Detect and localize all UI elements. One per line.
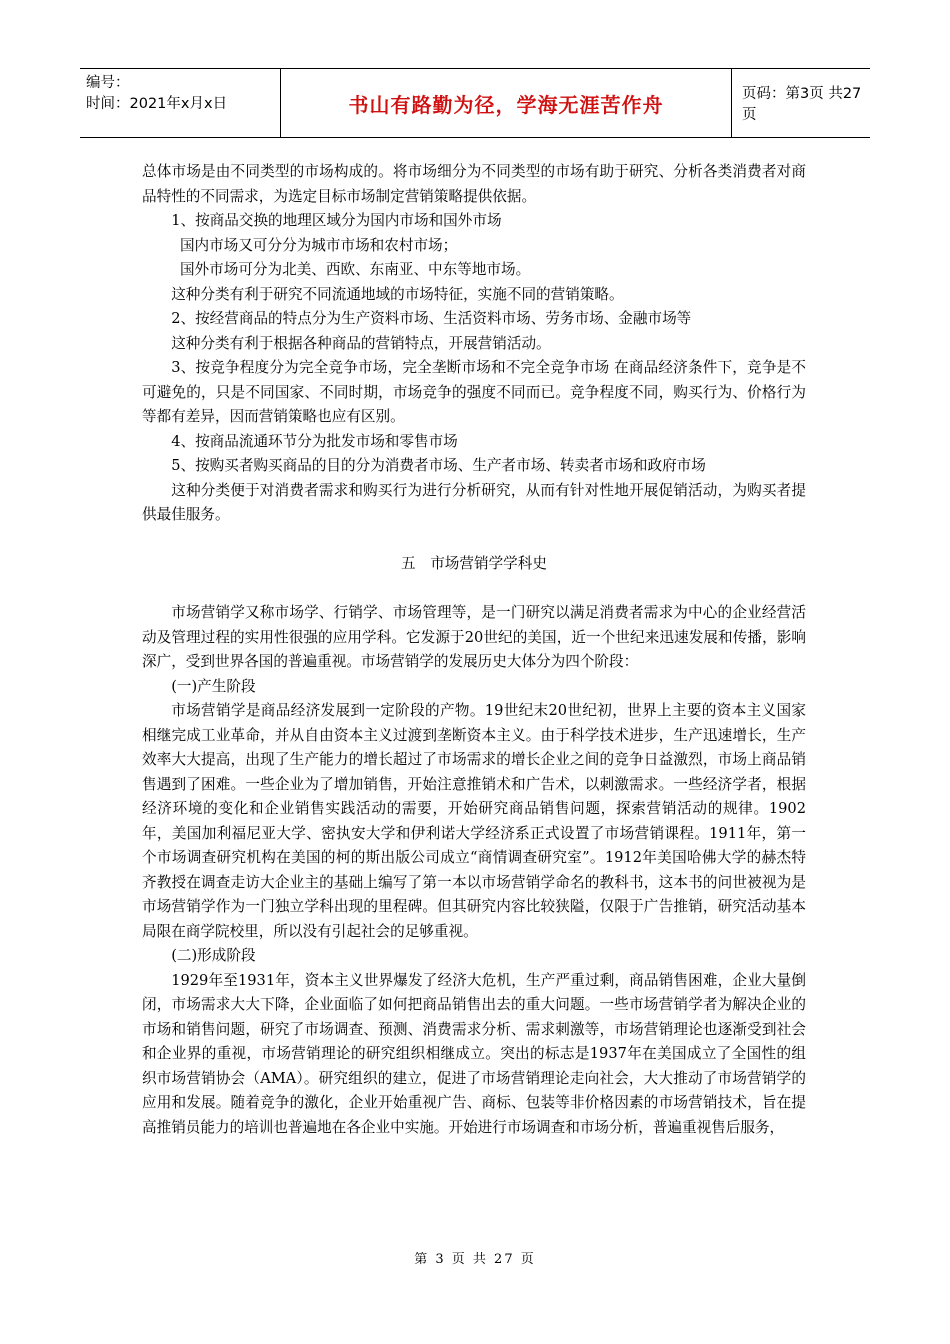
- document-number-label: 编号：: [86, 75, 130, 91]
- paragraph: 市场营销学又称市场学、行销学、市场管理等，是一门研究以满足消费者需求为中心的企业经营活动及管理过程的实用性很强的应用学科。它发源于20世纪的美国，近一个世纪来迅速发展和传播，影响深广，受到世界各国的普遍重视。市场营销学的发展历史大体分为四个阶段：: [142, 604, 806, 670]
- paragraph: 3、按竞争程度分为完全竞争市场，完全垄断市场和不完全竞争市场 在商品经济条件下，竞争是不可避免的，只是不同国家、不同时期，市场竞争的强度不同而已。竞争程度不同，购买行为、价格行为等都有差异，因而营销策略也应有区别。: [142, 359, 806, 425]
- paragraph: 市场营销学是商品经济发展到一定阶段的产物。19世纪末20世纪初，世界上主要的资本主义国家相继完成工业革命，并从自由资本主义过渡到垄断资本主义。由于科学技术进步，生产迅速增长，生产效率大大提高，出现了生产能力的增长超过了市场需求的增长企业之间的竞争日益激烈，市场上商品销售遇到了困难。一些企业为了增加销售，开始注意推销术和广告术，以刺激需求。一些经济学者，根据经济环境的变化和企业销售实践活动的需要，开始研究商品销售问题，探索营销活动的规律。1902年，美国加利福尼亚大学、密执安大学和伊利诺大学经济系正式设置了市场营销课程。1911年，第一个市场调查研究机构在美国的柯的斯出版公司成立“商情调查研究室”。1912年美国哈佛大学的赫杰特齐教授在调查走访大企业主的基础上编写了第一本以市场营销学命名的教科书，这本书的问世被视为是市场营销学作为一门独立学科出现的里程碑。但其研究内容比较狭隘，仅限于广告推销，研究活动基本局限在商学院校里，所以没有引起社会的足够重视。: [142, 702, 806, 940]
- document-body: [142, 160, 806, 1140]
- paragraph: 这种分类有利于研究不同流通地域的市场特征，实施不同的营销策略。: [171, 285, 624, 303]
- header-motto: 书山有路勤为径，学海无涯苦作舟: [280, 69, 732, 137]
- paragraph: (二)形成阶段: [171, 947, 256, 964]
- paragraph: 5、按购买者购买商品的目的分为消费者市场、生产者市场、转卖者市场和政府市场: [171, 457, 706, 474]
- page-footer: 第 3 页 共 27 页: [414, 1252, 536, 1267]
- header-page-info: 页码：第3页 共27页: [742, 86, 862, 123]
- paragraph: 这种分类便于对消费者需求和购买行为进行分析研究，从而有针对性地开展促销活动，为购买者提供最佳服务。: [142, 481, 806, 523]
- page-header: [80, 68, 870, 138]
- section-history: [142, 601, 806, 1140]
- section-market-types: [142, 160, 806, 528]
- paragraph: 2、按经营商品的特点分为生产资料市场、生活资料市场、劳务市场、金融市场等: [171, 310, 692, 327]
- paragraph: 这种分类有利于根据各种商品的营销特点，开展营销活动。: [171, 334, 551, 352]
- paragraph: 4、按商品流通环节分为批发市场和零售市场: [171, 432, 458, 450]
- header-meta: [80, 69, 280, 137]
- paragraph: 国外市场可分为北美、西欧、东南亚、中东等地市场。: [179, 261, 531, 278]
- paragraph: 总体市场是由不同类型的市场构成的。将市场细分为不同类型的市场有助于研究、分析各类消费者对商品特性的不同需求，为选定目标市场制定营销策略提供依据。: [142, 163, 806, 205]
- paragraph: 1929年至1931年，资本主义世界爆发了经济大危机，生产严重过剩，商品销售困难，企业大量倒闭，市场需求大大下降，企业面临了如何把商品销售出去的重大问题。一些市场营销学者为解决企业的市场和销售问题，研究了市场调查、预测、消费需求分析、需求刺激等，市场营销理论也逐渐受到社会和企业界的重视，市场营销理论的研究组织相继成立。突出的标志是1937年在美国成立了全国性的组织市场营销协会（AMA）。研究组织的建立，促进了市场营销理论走向社会，大大推动了市场营销学的应用和发展。随着竞争的激化，企业开始重视广告、商标、包装等非价格因素的市场营销技术，旨在提高推销员能力的培训也普遍地在各企业中实施。开始进行市场调查和市场分析，普遍重视售后服务，: [142, 971, 806, 1136]
- section-heading: 五 市场营销学学科史: [401, 554, 547, 572]
- paragraph: 国内市场又可分分为城市市场和农村市场；: [179, 236, 458, 254]
- document-date: 时间：2021年x月x日: [86, 96, 228, 112]
- paragraph: 1、按商品交换的地理区域分为国内市场和国外市场: [171, 212, 502, 229]
- paragraph: (一)产生阶段: [171, 677, 256, 695]
